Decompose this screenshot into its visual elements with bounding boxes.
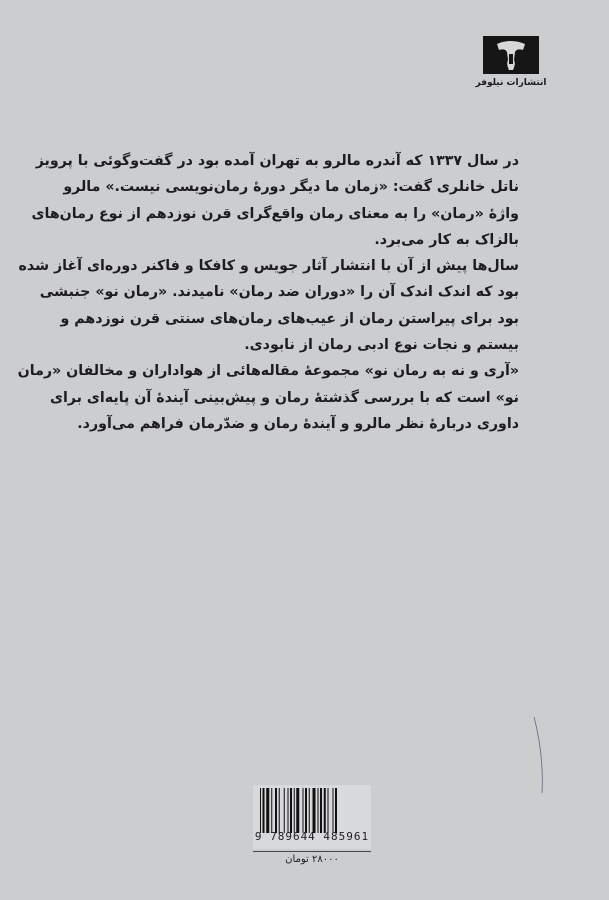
- barcode-bars: [259, 788, 365, 833]
- blurb-line: بالزاک به کار می‌برد.: [374, 231, 519, 248]
- niloofar-logo-icon: [483, 36, 539, 74]
- divider: [253, 851, 371, 852]
- blurb-line: نو» است که با بررسی گذشتهٔ رمان و پیش‌بینی آیندهٔ آن پایه‌ای برای: [49, 389, 519, 406]
- blurb-line: بود برای پیراستن رمان از عیب‌های رمان‌های سنتی قرن نوزدهم و: [60, 310, 519, 327]
- pen-mark: [530, 715, 550, 795]
- isbn-digits: 9 789644 485961: [254, 830, 370, 843]
- price: ۲۸۰۰۰ تومان: [285, 854, 339, 865]
- blurb-line: بیستم و نجات نوع ادبی رمان از نابودی.: [244, 337, 519, 354]
- publisher-name: انتشارات نیلوفر: [475, 78, 547, 88]
- blurb-line: واژهٔ «رمان» را به معنای رمان واقع‌گرای قرن نوزدهم از نوع رمان‌های: [31, 205, 519, 222]
- blurb-line: ناتل خانلری گفت: «زمان ما دیگر دورهٔ رمان‌نویسی نیست.» مالرو: [63, 179, 519, 196]
- blurb-line: بود که اندک اندک آن را «دوران ضد رمان» نامیدند. «رمان نو» جنبشی: [39, 284, 519, 301]
- back-cover-blurb: [17, 148, 519, 437]
- blurb-line: سال‌ها پیش از آن با انتشار آثار جویس و کافکا و فاکنر دوره‌ای آغاز شده: [18, 258, 519, 275]
- publisher-logo: [483, 36, 539, 74]
- blurb-line: در سال ۱۳۳۷ که آندره مالرو به تهران آمده بود در گفت‌وگوئی با پرویز: [35, 153, 519, 169]
- blurb-line: «آری و نه به رمان نو» مجموعهٔ مقاله‌هائی از هواداران و مخالفان «رمان: [17, 363, 519, 380]
- isbn-barcode: [253, 785, 371, 849]
- blurb-line: داوری دربارهٔ نظر مالرو و آیندهٔ رمان و ضدّرمان فراهم می‌آورد.: [77, 415, 519, 432]
